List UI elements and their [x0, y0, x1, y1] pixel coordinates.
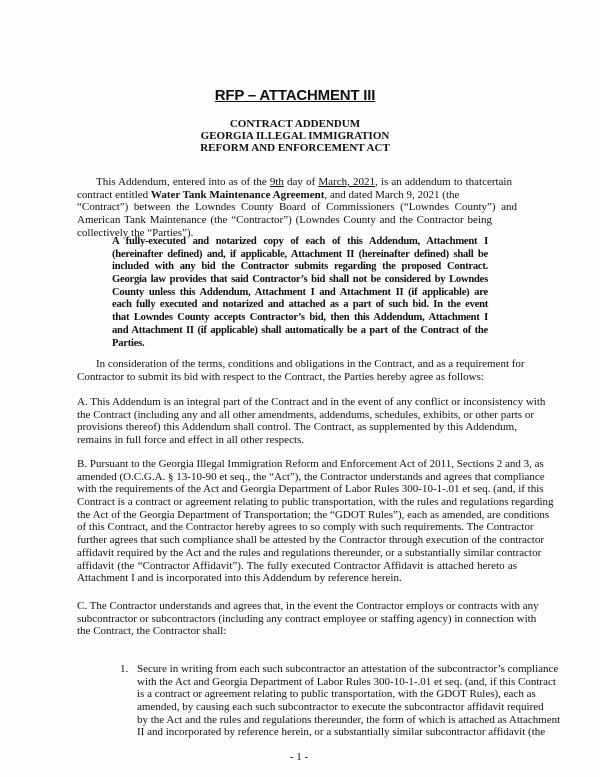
paragraph-line: further agrees that such compliance shall be attested by the Contractor through execution of the contractor	[77, 534, 545, 547]
section-a	[77, 396, 546, 447]
paragraph-line: of this Contract, and the Contractor hereby agrees to so comply with such requirements. The Contractor	[77, 521, 534, 534]
document-title: RFP – ATTACHMENT III	[214, 87, 376, 104]
section-c	[77, 600, 539, 638]
paragraph-line: American Tank Maintenance (the “Contractor”) (Lowndes County and the Contractor being	[77, 214, 492, 227]
paragraph-line: remains in full force and effect in all other respects.	[77, 434, 305, 447]
paragraph-line: included with any bid the Contractor submits regarding the proposed Contract.	[112, 261, 488, 273]
item-1	[137, 663, 561, 739]
text: contract entitled	[77, 188, 151, 201]
paragraph-line: that Lowndes County accepts Contractor’s bid, then this Addendum, Attachment I	[112, 312, 488, 324]
paragraph-line: and Attachment II (if applicable) shall automatically be a part of the Contract of the	[112, 324, 488, 336]
paragraph-line: provisions thereof) this Addendum shall control. The Contract, as supplemented by this Addendum,	[77, 421, 517, 434]
paragraph-line: is a contract or agreement relating to public transportation, with the GDOT Rules), each as	[137, 688, 536, 701]
consideration-paragraph	[77, 358, 525, 383]
paragraph-line: Contract is a contract or agreement relating to public transportation, with the rules and regulations regarding	[77, 496, 554, 509]
subheading-line: GEORGIA ILLEGAL IMMIGRATION	[200, 130, 390, 142]
intro-paragraph	[77, 176, 517, 239]
paragraph-line: each fully executed and notarized and attached as a part of such bid. In the event	[112, 299, 488, 311]
paragraph-line: Secure in writing from each such subcontractor an attestation of the subcontractor’s compliance	[137, 663, 559, 675]
paragraph-line: “Contract”) between the Lowndes County Board of Commissioners (“Lowndes County”) and	[77, 201, 517, 214]
paragraph-line: B. Pursuant to the Georgia Illegal Immigration Reform and Enforcement Act of 2011, Sections 2 and 3, as	[77, 458, 544, 470]
paragraph-line: amended, by causing each such subcontractor to execute the subcontractor affidavit required	[137, 701, 544, 714]
text: , and dated March 9, 2021 (the	[324, 188, 460, 201]
paragraph-line: subcontractor or subcontractors (including any contract employee or staffing agency) in connection with	[77, 612, 537, 625]
section-b	[77, 458, 554, 585]
bold-notice-paragraph	[112, 236, 488, 350]
paragraph-line: C. The Contractor understands and agrees that, in the event the Contractor employs or contracts with any	[77, 600, 539, 612]
paragraph-line: collectively the “Parties”).	[77, 226, 194, 239]
item-number: 1.	[120, 663, 129, 675]
paragraph-line: with the requirements of the Act and Georgia Department of Labor Rules 300-10-1-.01 et seq. (and, if this	[77, 483, 544, 496]
document-subheading	[0, 118, 590, 154]
paragraph-line	[77, 176, 512, 189]
paragraph-line: amended (O.C.G.A. § 13-10-90 et seq., the “Act”), the Contractor understands and agrees that compliance	[77, 470, 545, 483]
text: , is an addendum to thatcertain	[375, 176, 512, 188]
paragraph-line: In consideration of the terms, conditions and obligations in the Contract, and as a requirement for	[96, 358, 525, 370]
paragraph-line: the Act of the Georgia Department of Transportation; the “GDOT Rules”), each as amended, are conditions	[77, 508, 550, 521]
paragraph-line: affidavit required by the Act and the rules and regulations thereunder, or a substantially similar contractor	[77, 546, 542, 559]
paragraph-line: the Contract (including any and all other amendments, addendums, schedules, exhibits, or other parts or	[77, 408, 534, 421]
paragraph-line: affidavit (the “Contractor Affidavit”). The fully executed Contractor Affidavit is attached hereto as	[77, 559, 517, 572]
paragraph-line: A. This Addendum is an integral part of the Contract and in the event of any conflict or inconsistency with	[77, 396, 546, 408]
page-number: - 1 -	[289, 751, 309, 763]
paragraph-line: (hereinafter defined) and, if applicable, Attachment II (hereinafter defined) shall be	[112, 248, 488, 260]
date-month-year: March, 2021	[318, 176, 375, 188]
paragraph-line: by the Act and the rules and regulations thereunder, the form of which is attached as Attachment	[137, 713, 561, 726]
paragraph-line: Georgia law provides that said Contractor’s bid shall not be considered by Lowndes	[112, 274, 488, 286]
subheading-line: CONTRACT ADDENDUM	[229, 118, 361, 130]
paragraph-line: the Contract, the Contractor shall:	[77, 625, 227, 638]
paragraph-line: Parties.	[112, 337, 145, 349]
paragraph-line: with the Act and Georgia Department of Labor Rules 300-10-1-.01 et seq. (and, if this Contract	[137, 675, 556, 688]
subheading-line: REFORM AND ENFORCEMENT ACT	[200, 142, 390, 154]
paragraph-line: Contractor to submit its bid with respect to the Contract, the Parties hereby agree as follows:	[77, 370, 484, 383]
date-day: 9th	[269, 176, 284, 188]
paragraph-line: Attachment I and is incorporated into this Addendum by reference herein.	[77, 572, 402, 585]
paragraph-line: A fully-executed and notarized copy of each of this Addendum, Attachment I	[112, 236, 488, 247]
text: day of	[283, 176, 319, 188]
agreement-name: Water Tank Maintenance Agreement	[150, 188, 325, 201]
text: This Addendum, entered into as of the	[96, 176, 270, 188]
paragraph-line: II and incorporated by reference herein, or a substantially similar subcontractor affidavit (the	[137, 726, 546, 739]
paragraph-line	[77, 189, 517, 202]
paragraph-line: County unless this Addendum, Attachment I and Attachment II (if applicable) are	[112, 286, 488, 298]
